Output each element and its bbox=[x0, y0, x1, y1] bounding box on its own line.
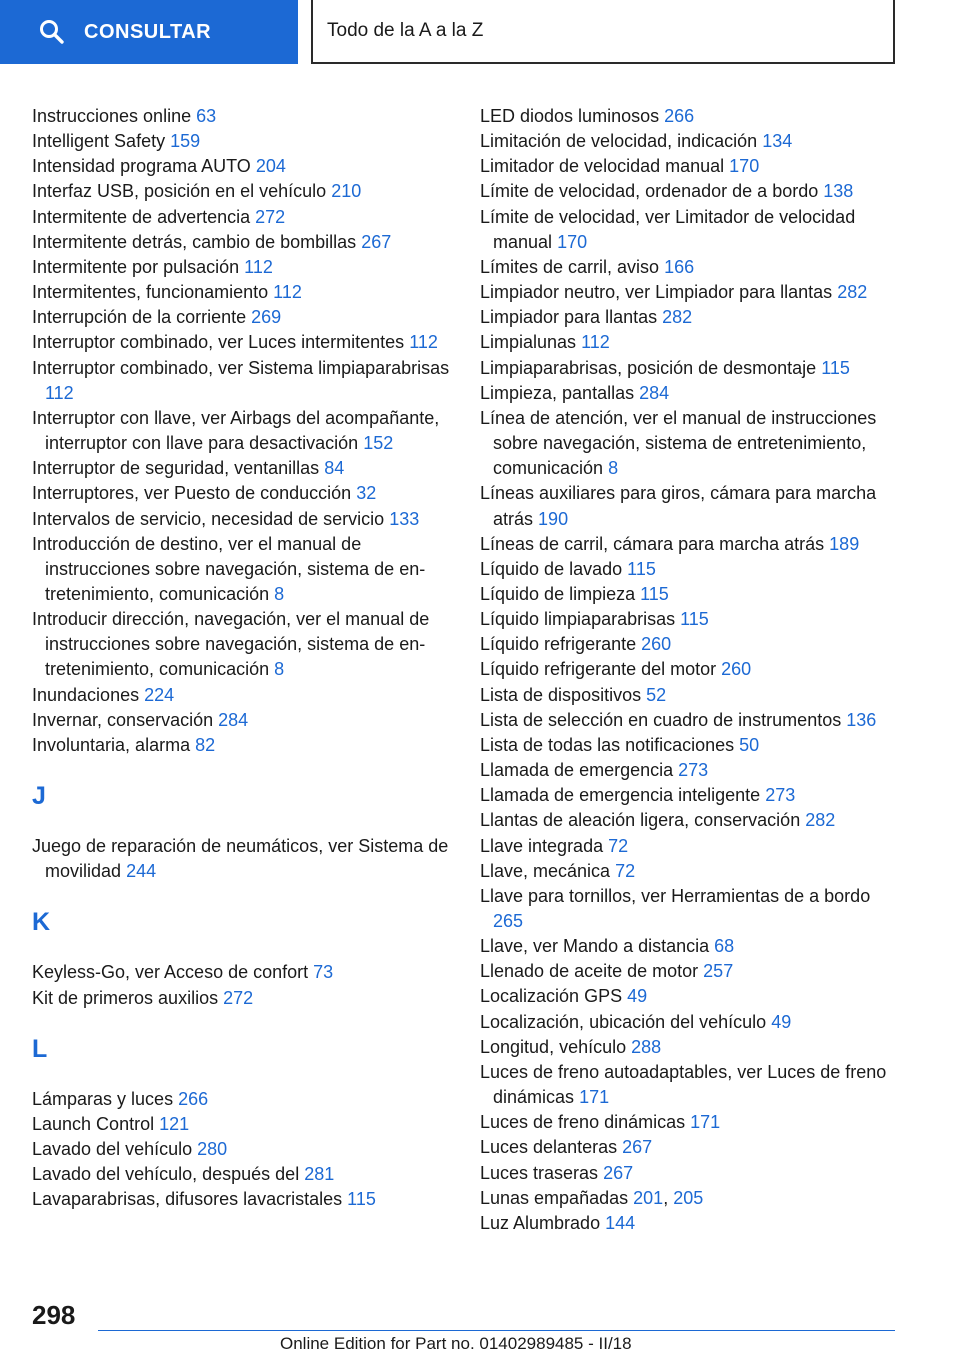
index-entry bbox=[480, 1110, 900, 1135]
index-entry bbox=[32, 406, 452, 456]
index-entry-text: Localización, ubicación del vehículo bbox=[480, 1011, 767, 1032]
page-link[interactable]: 84 bbox=[324, 458, 345, 479]
page-link[interactable]: 266 bbox=[664, 106, 695, 126]
index-entry-text: Interruptor combinado, ver Sistema limpiaparabrisas bbox=[32, 357, 450, 378]
page-link[interactable]: 204 bbox=[255, 156, 286, 177]
index-entry bbox=[480, 406, 900, 481]
footer-edition-text: Online Edition for Part no. 01402989485 - II/18 bbox=[280, 1334, 632, 1353]
index-entry bbox=[480, 783, 900, 808]
index-column-left bbox=[32, 104, 452, 1212]
index-entry-text: LED diodos luminosos bbox=[480, 106, 660, 126]
page-link[interactable]: 244 bbox=[126, 861, 157, 882]
page-link[interactable]: 284 bbox=[218, 709, 249, 730]
page-link[interactable]: 136 bbox=[846, 709, 877, 730]
index-entry bbox=[480, 632, 900, 657]
index-entry bbox=[480, 884, 900, 934]
index-entry bbox=[32, 330, 452, 355]
index-entry bbox=[480, 959, 900, 984]
index-entry-text: Kit de primeros auxilios bbox=[32, 987, 219, 1008]
index-entry-text: Introducción de destino, ver el manual de instrucciones sobre navegación, sistema de entretenimiento, comunicación bbox=[32, 533, 426, 604]
page-link[interactable]: 8 bbox=[608, 458, 619, 479]
index-entry bbox=[480, 104, 900, 129]
index-entry-text: Interruptor de seguridad, ventanillas bbox=[32, 458, 320, 479]
index-entry-text: Llave para tornillos, ver Herramientas de a bordo bbox=[480, 885, 871, 906]
index-entry-text: Límite de velocidad, ver Limitador de velocidad manual bbox=[480, 206, 856, 252]
index-entry bbox=[32, 154, 452, 179]
index-entry-text: Keyless-Go, ver Acceso de confort bbox=[32, 962, 309, 983]
index-entry-text: Línea de atención, ver el manual de instrucciones sobre navegación, sistema de entretenimiento, comunicación bbox=[480, 407, 877, 479]
page-link[interactable]: 68 bbox=[714, 936, 735, 957]
index-entry-text: Limpiador neutro, ver Limpiador para llantas bbox=[480, 282, 833, 303]
page-link[interactable]: 269 bbox=[251, 307, 282, 328]
index-entry-text: Interrupción de la corriente bbox=[32, 307, 247, 328]
index-entry bbox=[480, 859, 900, 884]
page-link[interactable]: 112 bbox=[273, 282, 302, 303]
page-link[interactable]: 282 bbox=[662, 307, 693, 328]
index-entry-text: Introducir dirección, navegación, ver el manual de instrucciones sobre navegación, sistema de entretenimiento, comunicación bbox=[32, 609, 430, 680]
index-entry-text: Intermitente detrás, cambio de bombillas bbox=[32, 231, 357, 252]
page-link[interactable]: 52 bbox=[646, 684, 667, 705]
index-entry bbox=[32, 129, 452, 154]
page-link[interactable]: 115 bbox=[627, 558, 656, 579]
index-entry-text: Involuntaria, alarma bbox=[32, 734, 191, 755]
index-entry bbox=[480, 1060, 900, 1110]
index-column-right bbox=[480, 104, 900, 1236]
section-letter: J bbox=[32, 782, 46, 811]
index-entry bbox=[480, 834, 900, 859]
index-entry-text: Invernar, conservación bbox=[32, 709, 214, 730]
page-link[interactable]: 281 bbox=[304, 1164, 335, 1185]
index-entry bbox=[32, 456, 452, 481]
index-entry bbox=[480, 984, 900, 1009]
page-link[interactable]: 257 bbox=[703, 961, 734, 982]
index-entry bbox=[480, 280, 900, 305]
index-entry-text: Intermitente por pulsación bbox=[32, 256, 240, 277]
index-entry bbox=[480, 657, 900, 682]
index-entry-text: Limpiador para llantas bbox=[480, 307, 658, 328]
page-link[interactable]: 49 bbox=[627, 986, 648, 1007]
index-entry-text: Lavado del vehículo, después del bbox=[32, 1164, 300, 1185]
section-letter: L bbox=[32, 1034, 48, 1063]
index-entry bbox=[480, 733, 900, 758]
page-link[interactable]: 63 bbox=[196, 106, 217, 126]
index-entry-text: Intelligent Safety bbox=[32, 131, 166, 152]
index-entry-text: Llave, ver Mando a distancia bbox=[480, 936, 710, 957]
index-entry bbox=[480, 532, 900, 557]
page-link[interactable]: 273 bbox=[765, 785, 796, 806]
index-entry-text: Limitador de velocidad manual bbox=[480, 156, 725, 177]
page-link[interactable]: 72 bbox=[615, 860, 636, 881]
index-entry bbox=[480, 582, 900, 607]
page-link[interactable]: 134 bbox=[762, 131, 793, 152]
index-entry bbox=[480, 481, 900, 531]
footer-divider bbox=[98, 1330, 895, 1331]
page-link[interactable]: 201 bbox=[633, 1187, 664, 1208]
consultar-button[interactable] bbox=[0, 0, 298, 64]
page-link[interactable]: 170 bbox=[729, 156, 760, 177]
index-entry-text: Instrucciones online bbox=[32, 106, 192, 126]
page-link[interactable]: 115 bbox=[347, 1189, 376, 1210]
page-link[interactable]: 72 bbox=[608, 835, 629, 856]
page-link[interactable]: 272 bbox=[255, 206, 286, 227]
index-entry-text: Líneas auxiliares para giros, cámara para marcha atrás bbox=[480, 483, 877, 529]
index-entry bbox=[480, 381, 900, 406]
section-letter: K bbox=[32, 908, 51, 937]
index-entry-text: Intermitente de advertencia bbox=[32, 206, 251, 227]
index-entry-text: Llave, mecánica bbox=[480, 860, 611, 881]
index-entry bbox=[32, 733, 452, 758]
index-entry bbox=[32, 834, 452, 884]
index-entry bbox=[32, 1112, 452, 1137]
page-separator: , bbox=[663, 1187, 674, 1208]
index-entry-text: Intermitentes, funcionamiento bbox=[32, 282, 269, 303]
index-entry-text: Inundaciones bbox=[32, 684, 140, 705]
index-entry-text: Lavaparabrisas, difusores lavacristales bbox=[32, 1189, 343, 1210]
index-entry bbox=[480, 1135, 900, 1160]
page-link[interactable]: 288 bbox=[631, 1036, 662, 1057]
index-entry bbox=[32, 305, 452, 330]
index-entry-text: Limpiaparabrisas, posición de desmontaje bbox=[480, 357, 817, 378]
page-link[interactable]: 171 bbox=[690, 1112, 721, 1133]
index-entry bbox=[32, 1137, 452, 1162]
page-link[interactable]: 189 bbox=[829, 533, 860, 554]
index-entry-text: Luces de freno dinámicas bbox=[480, 1112, 686, 1133]
index-entry-text: Lista de dispositivos bbox=[480, 684, 642, 705]
index-entry-text: Interfaz USB, posición en el vehículo bbox=[32, 181, 327, 202]
index-entry-text: Interruptor combinado, ver Luces intermitentes bbox=[32, 332, 405, 353]
index-entry-text: Luces delanteras bbox=[480, 1137, 618, 1158]
index-entry bbox=[480, 255, 900, 280]
index-entry-text: Limpieza, pantallas bbox=[480, 382, 635, 403]
page-link[interactable]: 273 bbox=[678, 760, 709, 781]
page-link[interactable]: 112 bbox=[244, 256, 273, 277]
page-link[interactable]: 260 bbox=[721, 659, 752, 680]
index-entry-text: Juego de reparación de neumáticos, ver Sistema de movilidad bbox=[32, 836, 449, 882]
index-entry bbox=[32, 205, 452, 230]
index-entry bbox=[32, 708, 452, 733]
index-entry-text: Líquido de lavado bbox=[480, 558, 623, 579]
page-link[interactable]: 152 bbox=[363, 433, 394, 454]
index-entry bbox=[32, 104, 452, 129]
index-entry-text: Launch Control bbox=[32, 1113, 155, 1134]
index-entry bbox=[480, 758, 900, 783]
page-link[interactable]: 144 bbox=[605, 1212, 636, 1233]
page-link[interactable]: 8 bbox=[274, 583, 285, 604]
index-entry-text: Lavado del vehículo bbox=[32, 1139, 193, 1159]
breadcrumb[interactable] bbox=[311, 0, 895, 64]
index-entry bbox=[32, 481, 452, 506]
page-link[interactable]: 112 bbox=[581, 332, 610, 353]
page-link[interactable]: 266 bbox=[178, 1088, 209, 1109]
page-link[interactable]: 272 bbox=[223, 987, 254, 1008]
index-entry bbox=[32, 607, 452, 682]
index-entry-text: Interruptores, ver Puesto de conducción bbox=[32, 483, 352, 504]
page-number: 298 bbox=[32, 1300, 76, 1330]
index-entry bbox=[32, 532, 452, 607]
index-entry-text: Intensidad programa AUTO bbox=[32, 156, 251, 177]
index-entry bbox=[480, 557, 900, 582]
page-link[interactable]: 171 bbox=[579, 1087, 610, 1108]
page-link[interactable]: 265 bbox=[493, 911, 524, 931]
index-entry bbox=[480, 154, 900, 179]
index-entry bbox=[480, 1035, 900, 1060]
index-entry bbox=[32, 1087, 452, 1112]
consultar-label: CONSULTAR bbox=[84, 20, 212, 43]
index-entry-text: Intervalos de servicio, necesidad de servicio bbox=[32, 508, 385, 529]
index-entry-text: Interruptor con llave, ver Airbags del acompañante, interruptor con llave para desactivación bbox=[32, 407, 440, 454]
index-entry bbox=[32, 179, 452, 204]
page-link[interactable]: 267 bbox=[603, 1162, 634, 1183]
page-link[interactable]: 112 bbox=[45, 382, 74, 403]
index-entry-text: Lámparas y luces bbox=[32, 1088, 174, 1109]
index-entry-text: Luz Alumbrado bbox=[480, 1212, 601, 1233]
index-entry-text: Llamada de emergencia inteligente bbox=[480, 785, 761, 806]
page-link[interactable]: 32 bbox=[356, 483, 377, 504]
page-link[interactable]: 115 bbox=[640, 583, 669, 604]
page-link[interactable]: 133 bbox=[389, 508, 420, 529]
page-link[interactable]: 224 bbox=[144, 684, 175, 705]
page-link[interactable]: 49 bbox=[771, 1011, 792, 1032]
page-link[interactable]: 115 bbox=[680, 609, 709, 630]
index-entry-text: Líneas de carril, cámara para marcha atrás bbox=[480, 533, 825, 554]
index-entry bbox=[32, 986, 452, 1011]
index-entry bbox=[480, 205, 900, 255]
index-entry-text: Llantas de aleación ligera, conservación bbox=[480, 810, 801, 831]
page-link[interactable]: 166 bbox=[664, 256, 695, 277]
index-entry bbox=[480, 179, 900, 204]
page-link[interactable]: 121 bbox=[159, 1113, 190, 1134]
index-entry bbox=[32, 356, 452, 406]
page-link[interactable]: 280 bbox=[197, 1139, 228, 1159]
page-link[interactable]: 73 bbox=[313, 962, 334, 983]
page-link[interactable]: 82 bbox=[195, 734, 216, 755]
page-link[interactable]: 210 bbox=[331, 181, 362, 202]
index-entry-text: Longitud, vehículo bbox=[480, 1036, 627, 1057]
index-entry-text: Líquido de limpieza bbox=[480, 583, 636, 604]
index-entry bbox=[32, 280, 452, 305]
index-entry-text: Límites de carril, aviso bbox=[480, 256, 660, 277]
index-entry bbox=[480, 129, 900, 154]
page-link[interactable]: 50 bbox=[739, 734, 760, 755]
index-entry bbox=[480, 934, 900, 959]
page-link[interactable]: 138 bbox=[823, 181, 854, 202]
page-link[interactable]: 170 bbox=[557, 231, 588, 252]
page-link[interactable]: 8 bbox=[274, 659, 285, 680]
index-entry-text: Luces de freno autoadaptables, ver Luces de freno dinámicas bbox=[480, 1061, 887, 1108]
index-entry bbox=[480, 808, 900, 833]
index-entry-text: Líquido refrigerante bbox=[480, 634, 637, 655]
index-entry bbox=[480, 305, 900, 330]
breadcrumb-label: Todo de la A a la Z bbox=[327, 20, 484, 41]
index-entry-text: Luces traseras bbox=[480, 1162, 599, 1183]
index-entry bbox=[32, 507, 452, 532]
page-link[interactable]: 260 bbox=[641, 634, 672, 655]
index-entry bbox=[480, 607, 900, 632]
index-entry-text: Límite de velocidad, ordenador de a bordo bbox=[480, 181, 819, 202]
page-link[interactable]: 267 bbox=[622, 1137, 653, 1158]
index-entry bbox=[480, 356, 900, 381]
page-link[interactable]: 159 bbox=[170, 131, 201, 152]
page-link[interactable]: 190 bbox=[538, 508, 569, 529]
index-entry bbox=[480, 683, 900, 708]
index-entry-text: Lunas empañadas bbox=[480, 1187, 629, 1208]
index-entry-text: Localización GPS bbox=[480, 986, 623, 1007]
page-link[interactable]: 282 bbox=[837, 282, 868, 303]
index-entry-text: Lista de todas las notificaciones bbox=[480, 734, 735, 755]
index-entry bbox=[480, 708, 900, 733]
page-link[interactable]: 112 bbox=[409, 332, 438, 353]
index-entry-text: Llave integrada bbox=[480, 835, 604, 856]
search-icon bbox=[38, 18, 66, 46]
index-entry bbox=[32, 960, 452, 985]
index-entry bbox=[480, 330, 900, 355]
page-link[interactable]: 267 bbox=[361, 231, 392, 252]
index-entry bbox=[32, 230, 452, 255]
index-entry bbox=[32, 1162, 452, 1187]
page-link[interactable]: 284 bbox=[639, 382, 670, 403]
index-entry bbox=[32, 255, 452, 280]
page-link[interactable]: 205 bbox=[673, 1187, 704, 1208]
index-entry bbox=[480, 1010, 900, 1035]
index-entry-text: Limitación de velocidad, indicación bbox=[480, 131, 758, 152]
index-entry-text: Limpialunas bbox=[480, 332, 577, 353]
index-entry bbox=[32, 683, 452, 708]
index-entry bbox=[480, 1211, 900, 1236]
index-entry-text: Llenado de aceite de motor bbox=[480, 961, 699, 982]
page-link[interactable]: 115 bbox=[821, 357, 850, 378]
index-entry-text: Líquido limpiaparabrisas bbox=[480, 609, 676, 630]
index-entry bbox=[32, 1187, 452, 1212]
index-entry-text: Lista de selección en cuadro de instrumentos bbox=[480, 709, 842, 730]
index-entry bbox=[480, 1161, 900, 1186]
index-entry bbox=[480, 1186, 900, 1211]
page-link[interactable]: 282 bbox=[805, 810, 836, 831]
index-entry-text: Llamada de emergencia bbox=[480, 760, 674, 781]
index-entry-text: Líquido refrigerante del motor bbox=[480, 659, 717, 680]
